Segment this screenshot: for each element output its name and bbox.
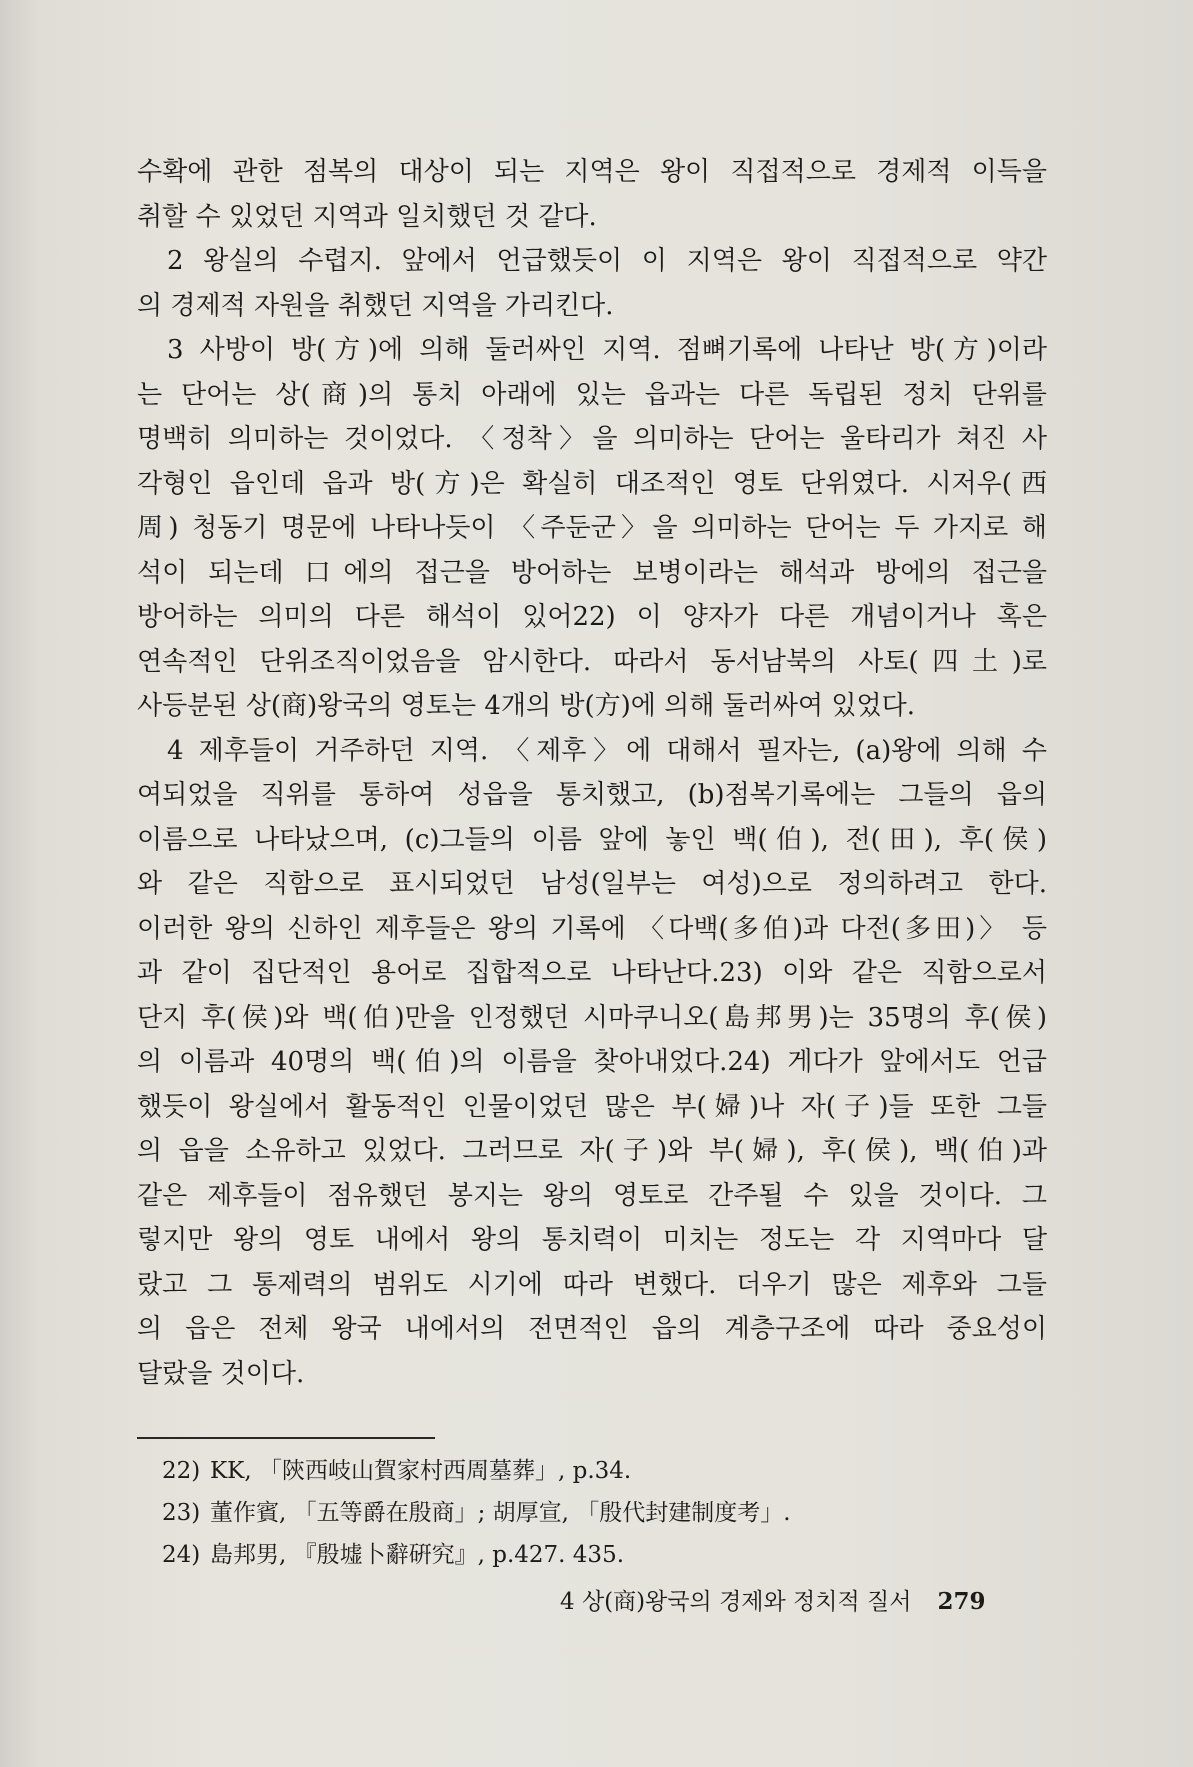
body-line: 이러한 왕의 신하인 제후들은 왕의 기록에 〈다백(多伯)과 다전(多田)〉 등 — [137, 913, 1047, 944]
footnote-text: 董作賓, 「五等爵在殷商」; 胡厚宣, 「殷代封建制度考」. — [210, 1500, 791, 1526]
body-line: 2 왕실의 수렵지. 앞에서 언급했듯이 이 지역은 왕이 직접적으로 약간 — [167, 246, 1047, 276]
body-line: 4 제후들이 거주하던 지역. 〈제후〉에 대해서 필자는, (a)왕에 의해 수 — [167, 735, 1047, 766]
running-footer — [560, 1582, 985, 1622]
body-line: 각형인 읍인데 읍과 방(方)은 확실히 대조적인 영토 단위였다. 시저우(西 — [137, 468, 1047, 499]
body-line: 같은 제후들이 점유했던 봉지는 왕의 영토로 간주될 수 있을 것이다. 그 — [137, 1180, 1047, 1211]
body-line: 이름으로 나타났으며, (c)그들의 이름 앞에 놓인 백(伯), 전(田), 후(侯) — [137, 824, 1047, 855]
footnotes — [162, 1450, 1042, 1576]
body-line: 수확에 관한 점복의 대상이 되는 지역은 왕이 직접적으로 경제적 이득을 — [137, 157, 1047, 187]
body-line: 랐고 그 통제력의 범위도 시기에 따라 변했다. 더우기 많은 제후와 그들 — [137, 1269, 1047, 1300]
spine-shadow — [0, 0, 40, 1767]
body-line: 달랐을 것이다. — [137, 1358, 305, 1389]
footnote-number: 24) — [162, 1542, 201, 1568]
body-line: 여되었을 직위를 통하여 성읍을 통치했고, (b)점복기록에는 그들의 읍의 — [137, 780, 1047, 810]
body-line: 의 경제적 자원을 취했던 지역을 가리킨다. — [137, 290, 614, 321]
body-line: 와 같은 직함으로 표시되었던 남성(일부는 여성)으로 정의하려고 한다. — [137, 869, 1047, 899]
page-number: 279 — [937, 1588, 986, 1615]
body-line: 의 읍을 소유하고 있었다. 그러므로 자(子)와 부(婦), 후(侯), 백(伯)과 — [137, 1136, 1047, 1166]
body-line: 명백히 의미하는 것이었다. 〈정착〉을 의미하는 단어는 울타리가 쳐진 사 — [137, 424, 1047, 454]
footnote-divider — [137, 1437, 435, 1439]
footnote-text: KK, 「陝西岐山賀家村西周墓葬」, p.34. — [210, 1458, 632, 1484]
body-line: 의 읍은 전체 왕국 내에서의 전면적인 읍의 계층구조에 따라 중요성이 — [137, 1314, 1047, 1344]
body-line: 방어하는 의미의 다른 해석이 있어22) 이 양자가 다른 개념이거나 혹은 — [137, 602, 1047, 632]
body-line: 3 사방이 방(方)에 의해 둘러싸인 지역. 점뼈기록에 나타난 방(方)이라 — [167, 335, 1047, 365]
body-line: 연속적인 단위조직이었음을 암시한다. 따라서 동서남북의 사토(四土)로 — [137, 646, 1047, 677]
chapter-title: 4 상(商)왕국의 경제와 정치적 질서 — [560, 1589, 912, 1615]
body-line: 취할 수 있었던 지역과 일치했던 것 같다. — [137, 201, 597, 232]
footnote-number: 23) — [162, 1500, 201, 1526]
footnote-number: 22) — [162, 1458, 201, 1484]
body-line: 사등분된 상(商)왕국의 영토는 4개의 방(方)에 의해 둘러싸여 있었다. — [137, 691, 916, 721]
footnote-22 — [162, 1450, 1042, 1492]
body-line: 周) 청동기 명문에 나타나듯이 〈주둔군〉을 의미하는 단어는 두 가지로 해 — [137, 513, 1047, 543]
body-line: 단지 후(侯)와 백(伯)만을 인정했던 시마쿠니오(島邦男)는 35명의 후(侯) — [137, 1002, 1047, 1033]
body-text — [137, 150, 1047, 1396]
body-line: 석이 되는데 口에의 접근을 방어하는 보병이라는 해석과 방에의 접근을 — [137, 557, 1047, 588]
body-line: 는 단어는 상(商)의 통치 아래에 있는 읍과는 다른 독립된 정치 단위를 — [137, 379, 1047, 410]
body-line: 의 이름과 40명의 백(伯)의 이름을 찾아내었다.24) 게다가 앞에서도 언급 — [137, 1047, 1047, 1077]
footnote-text: 島邦男, 『殷墟卜辭硏究』, p.427. 435. — [210, 1542, 625, 1568]
body-line: 렇지만 왕의 영토 내에서 왕의 통치력이 미치는 정도는 각 지역마다 달 — [137, 1225, 1047, 1255]
body-line: 과 같이 집단적인 용어로 집합적으로 나타난다.23) 이와 같은 직함으로서 — [137, 958, 1047, 988]
footnote-24 — [162, 1534, 1042, 1576]
footnote-23 — [162, 1492, 1042, 1534]
body-line: 했듯이 왕실에서 활동적인 인물이었던 많은 부(婦)나 자(子)들 또한 그들 — [137, 1091, 1047, 1122]
